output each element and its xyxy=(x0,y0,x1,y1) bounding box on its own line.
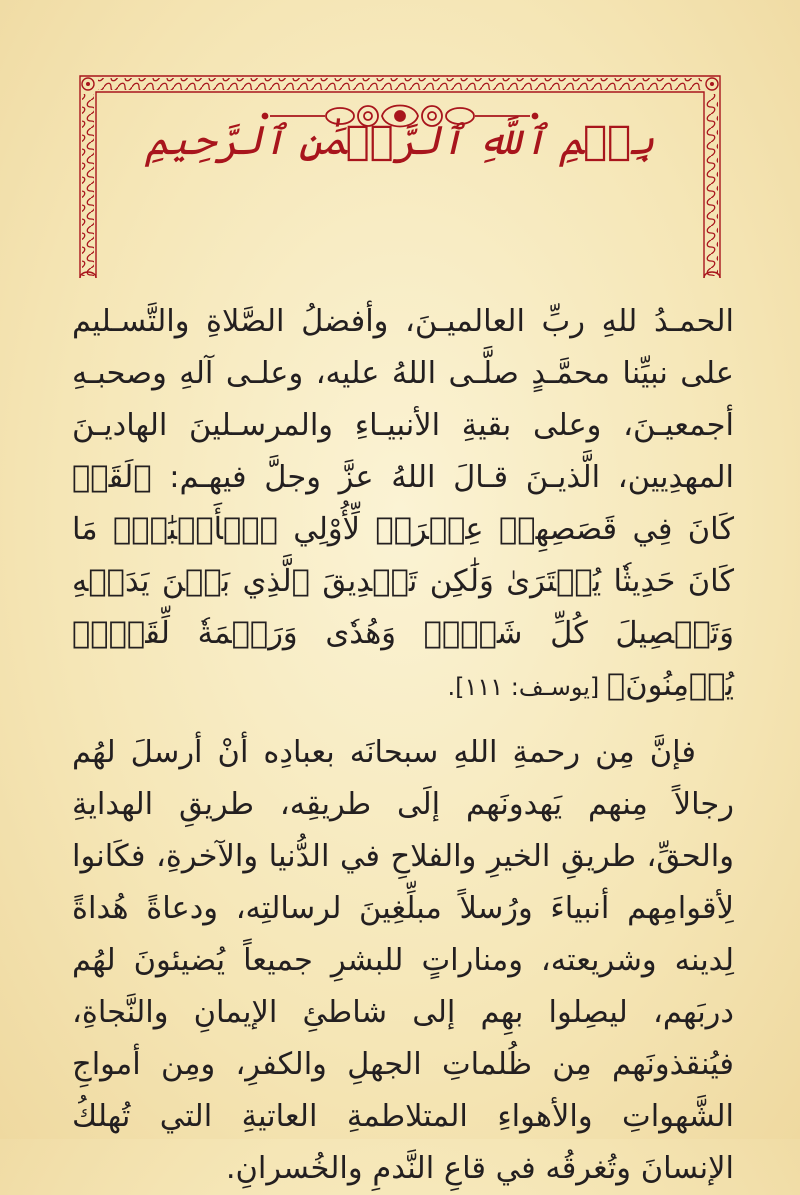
body-text xyxy=(72,296,734,1195)
verse-reference: [يوسـف: ١١١]. xyxy=(447,673,607,701)
ornamental-frame xyxy=(76,72,724,282)
intro-text: الحمـدُ للهِ ربِّ العالميـنَ، وأفضلُ الصَّلاةِ والتَّسـليم على نبيِّنا محمَّـدٍ صلَّـى اللهُ عليه، وعلـى آلهِ وصحبـهِ أجمعيـنَ، وعلى بقيةِ الأنبيـاءِ والمرسـلينَ الهاديـنَ المهدِيين، الَّذيـنَ قـالَ اللهُ عزَّ وجلَّ فيهـم: xyxy=(72,304,734,495)
ornamental-frame-svg xyxy=(76,72,724,282)
quran-verse: ﴿لَقَدۡ كَانَ فِي قَصَصِهِمۡ عِبۡرَةٞ لِّأُوْلِي ٱلۡأَلۡبَٰبِۗ مَا كَانَ حَدِيثٗا يُفۡتَرَىٰ وَلَٰكِن تَصۡدِيقَ ٱلَّذِي بَيۡنَ يَدَيۡهِ وَتَفۡصِيلَ كُلِّ شَيۡءٖ وَهُدٗى وَرَحۡمَةٗ لِّقَوۡمٖ يُؤۡمِنُونَ﴾ xyxy=(72,460,734,703)
paragraph-main: فإنَّ مِن رحمةِ اللهِ سبحانَه بعبادِه أنْ أرسلَ لهُم رجالاً مِنهم يَهدونَهم إلَى طريقِه، طريقِ الهدايةِ والحقِّ، طريقِ الخيرِ والفلاحِ في الدُّنيا والآخرةِ، فكَانوا لِأقوامِهم أنبياءَ ورُسلاً مبلِّغِينَ لرسالتِه، ودعاةً هُداةً لِدينه وشريعته، ومناراتٍ للبشرِ جميعاً يُضيئونَ لهُم دربَهم، ليصِلوا بهِم إلى شاطئِ الإيمانِ والنَّجاةِ، فيُنقذونَهم مِن ظُلماتِ الجهلِ والكفرِ، ومِن أمواجِ الشَّهواتِ والأهواءِ المتلاطمةِ العاتيةِ التي تُهلكُ الإنسانَ وتُغرقُه في قاعِ النَّدمِ والخُسرانِ. xyxy=(72,735,734,1186)
paragraph-intro xyxy=(72,296,734,713)
frame-top-band xyxy=(98,78,702,90)
basmala-heading: بِسۡمِ ٱللَّهِ ٱلرَّحۡمَٰنِ ٱلرَّحِيمِ xyxy=(145,118,655,164)
